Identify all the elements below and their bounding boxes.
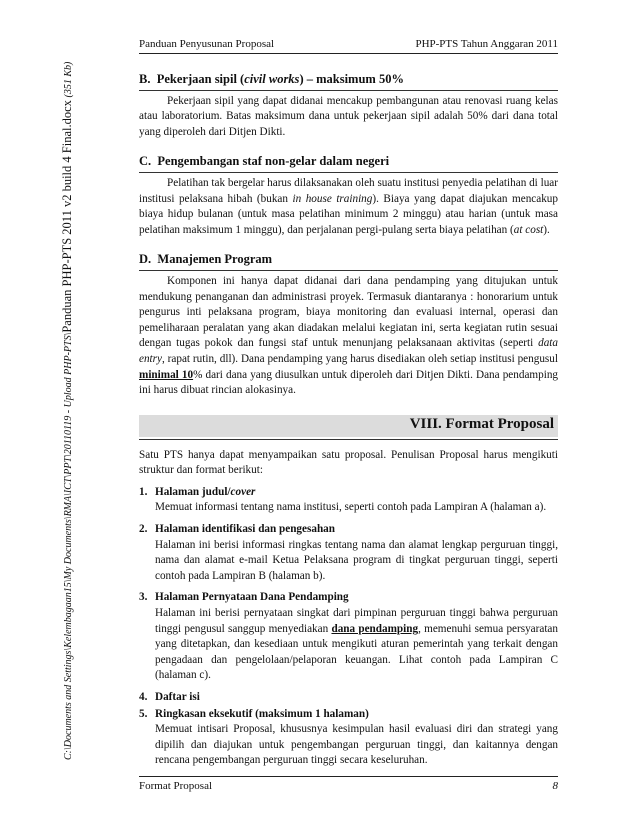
list-item — [139, 707, 558, 769]
intro-paragraph: Satu PTS hanya dapat menyampaikan satu proposal. Penulisan Proposal harus mengikuti struktur dan format berikut: — [139, 448, 558, 477]
section-d-text-pre: Komponen ini hanya dapat didanai dari dana pendamping yang ditujukan untuk mendukung penanganan dan administrasi proyek. Termasuk diantaranya : honorarium untuk pengurus inti pelaksana program, biaya monitoring dan evaluasi internal, operasi dan pemeliharaan peralatan yang akan diadakan melalui kegiatan ini, serta kegiatan rutin sesuai dengan tugas pokok dan fungsi staf untuk menunjang pelaksanaan aktivitas (seperti — [139, 274, 558, 350]
header-left-title: Panduan Penyusunan Proposal — [139, 38, 275, 50]
list-item-text — [155, 606, 558, 684]
list-item-title-pre: Halaman judul/ — [155, 485, 231, 498]
list-item-text: Memuat informasi tentang nama institusi, seperti contoh pada Lampiran A (halaman a). — [155, 501, 547, 514]
header-right-title: PHP-PTS Tahun Anggaran 2011 — [415, 38, 558, 50]
list-item-number: 1. — [139, 485, 148, 498]
list-item-text: Halaman ini berisi informasi ringkas tentang nama dan alamat lengkap perguruan tinggi, nama dan alamat e-mail Ketua Pelaksana program di tingkat perguruan tinggi, seperti contoh pada Lampiran B (halaman b). — [155, 538, 558, 582]
list-item-text-bold: dana pendamping — [331, 622, 419, 635]
section-c-title: Pengembangan staf non-gelar dalam negeri — [157, 154, 390, 169]
list-item-number: 5. — [139, 707, 148, 720]
list-item — [139, 590, 558, 684]
section-d-letter: D. — [139, 252, 152, 267]
header-rule — [139, 53, 558, 54]
chapter-rule — [139, 439, 558, 440]
list-item-text: Memuat intisari Proposal, khususnya kesimpulan hasil evaluasi diri dan strategi yang dipilih dan diajukan untuk pengembangan perguruan tinggi, dan kaitannya dengan rencana pengembangan perguruan tinggi secara keseluruhan. — [155, 723, 558, 767]
list-item-title: Ringkasan eksekutif (maksimum 1 halaman) — [155, 707, 369, 720]
list-item-number: 3. — [139, 591, 148, 604]
section-d-title: Manajemen Program — [157, 252, 273, 267]
footer-section-name: Format Proposal — [139, 780, 213, 792]
list-item-title: Halaman identifikasi dan pengesahan — [155, 523, 335, 536]
file-path-sidebar — [60, 40, 74, 760]
section-d-text-post: % dari dana yang diusulkan untuk diperoleh dari Ditjen Dikti. Dana pendamping ini harus dibuat rincian alokasinya. — [139, 368, 559, 397]
section-b-title-pre: Pekerjaan sipil ( — [156, 72, 245, 86]
section-c-text-pre: Pelatihan tak bergelar harus dilaksanakan oleh suatu institusi penyedia pelatihan di luar institusi pelaksana hibah (bukan — [139, 176, 558, 205]
section-c-letter: C. — [139, 154, 152, 169]
footer-rule — [139, 776, 558, 777]
chapter-title: VIII. Format Proposal — [409, 415, 554, 432]
list-item-title — [155, 485, 558, 501]
list-item-number: 4. — [139, 691, 148, 703]
list-item-title-em: cover — [230, 485, 256, 498]
section-b-letter: B. — [139, 72, 151, 86]
list-item-title: Halaman Pernyataan Dana Pendamping — [155, 591, 349, 604]
list-item-number: 2. — [139, 523, 148, 536]
section-c-paragraph — [139, 176, 558, 238]
section-c-heading — [139, 148, 558, 173]
section-b-title-em: civil works — [244, 72, 300, 86]
page-content — [139, 62, 558, 769]
page-number: 8 — [552, 780, 558, 792]
file-path-size: (351 Kb) — [63, 61, 74, 98]
section-d-text-mid: , rapat rutin, dll). Dana pendamping yang harus disediakan oleh setiap institusi pengusul — [162, 352, 558, 365]
section-d-text-em: data entry — [139, 337, 558, 365]
section-d-paragraph — [139, 274, 558, 399]
file-path-filename: Panduan PHP-PTS 2011 v2 build 4 Final.docx — [60, 100, 74, 333]
list-item-text-pre: Halaman ini berisi pernyataan singkat dari pimpinan perguruan tinggi bahwa perguruan tinggi pengusul sanggup menyediakan — [155, 607, 558, 635]
list-item — [139, 522, 558, 584]
section-b-paragraph: Pekerjaan sipil yang dapat didanai mencakup pembangunan atau renovasi ruang kelas atau laboratorium. Batas maksimum dana untuk pekerjaan sipil adalah 50% dari dana total yang diperoleh dari Ditjen Dikti. — [139, 94, 558, 138]
file-path-directory: C:\Documents and Settings\Kelembagaan15\My Documents\RMA\ICT\PPT\20110119 - Upload PHP-PTS\ — [63, 332, 74, 760]
list-item-title: Daftar isi — [155, 691, 200, 703]
section-b-heading — [139, 66, 558, 91]
section-d-heading — [139, 246, 558, 271]
list-item — [139, 485, 558, 516]
section-c-text-em: in house training — [292, 192, 373, 205]
section-d-text-bold: minimal 10 — [139, 368, 194, 381]
section-b-title-post: ) – maksimum 50% — [299, 72, 404, 86]
section-c-text-post: ). — [543, 223, 550, 236]
section-c-text-em2: at cost — [513, 223, 544, 236]
list-item — [139, 690, 558, 706]
section-c-text-mid: ). Biaya yang dapat diajukan mencakup biaya hidup bulanan (untuk masa pelatihan minimum 2 minggu) atau harian (untuk masa pelatihan maksimum 1 minggu), dan perjalanan pergi-pulang serta biaya pelatihan ( — [139, 192, 558, 236]
chapter-heading-bar — [139, 415, 558, 437]
list-item-text-post: , memenuhi semua persyaratan yang ditetapkan, dan kesediaan untuk mengikuti aturan pemerintah yang terkait dengan pengadaan dan pengelolaan/pelaporan keuangan. Lihat contoh pada Lampiran C (halaman c). — [155, 622, 558, 682]
